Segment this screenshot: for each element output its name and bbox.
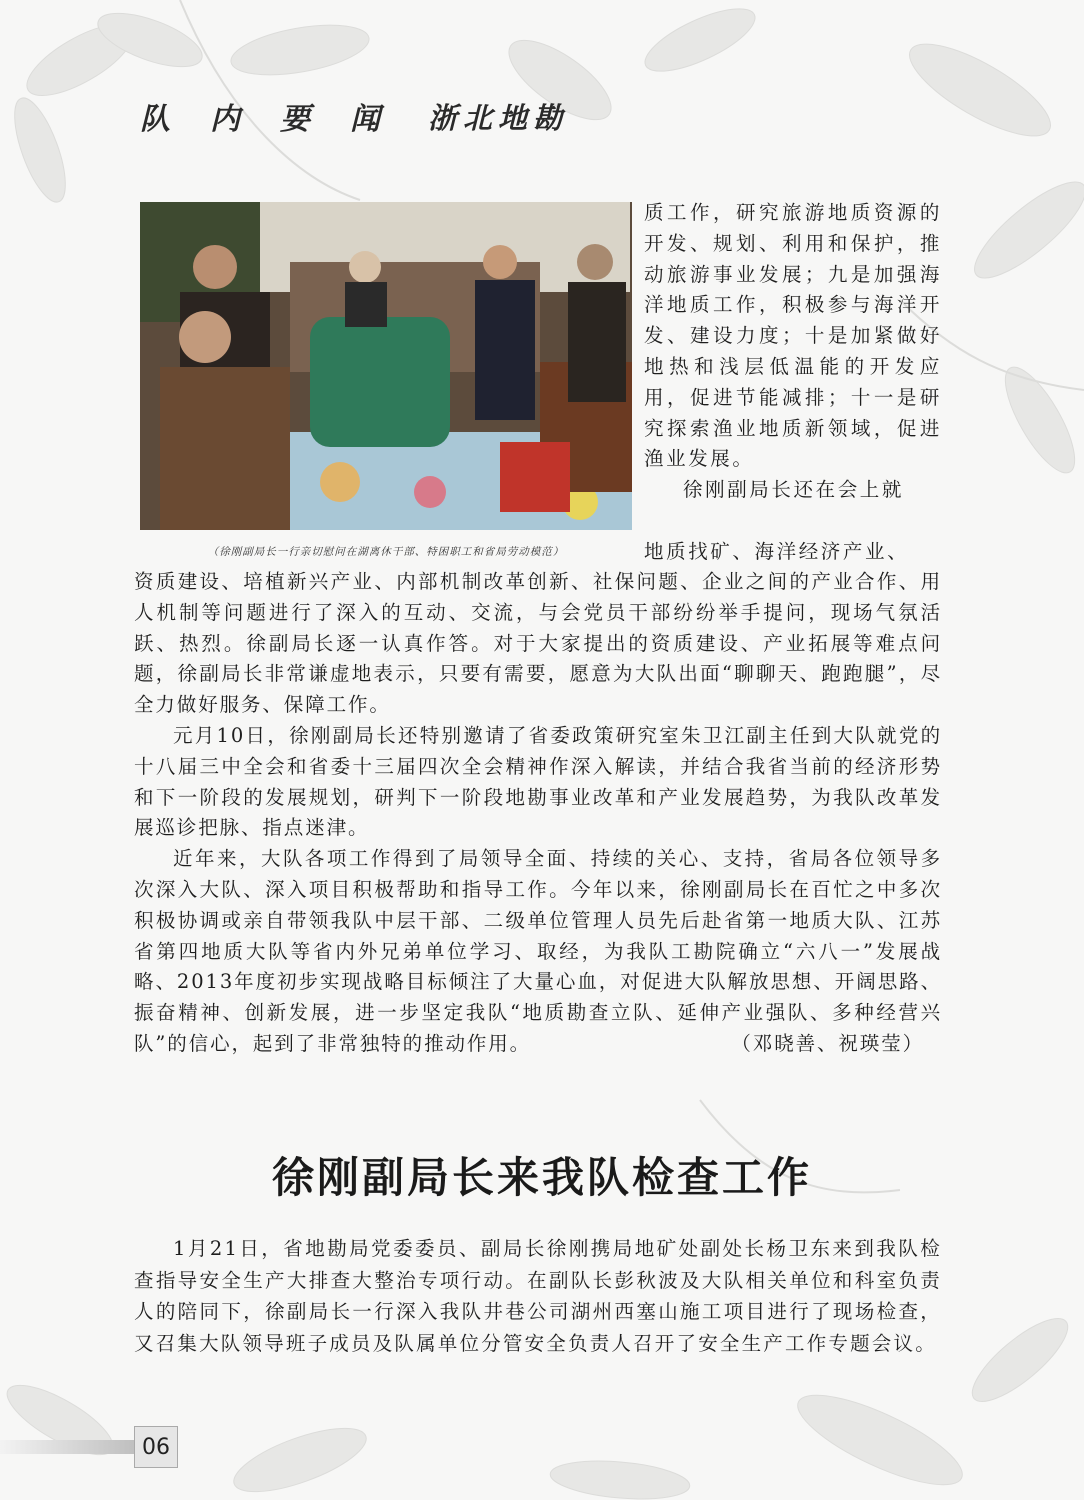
page-number-bar bbox=[0, 1440, 140, 1454]
article-title: 徐刚副局长来我队检查工作 bbox=[271, 1153, 812, 1202]
paragraph: 1月21日，省地勘局党委委员、副局长徐刚携局地矿处副处长杨卫东来到我队检查指导安全生产大排查大整治专项行动。在副队长彭秋波及大队相关单位和科室负责人的陪同下，徐副局长一行深入我队井巷公司湖州西塞山施工项目进行了现场检查，又召集大队领导班子成员及队属单位分管安全负责人召开了安全生产工作专题会议。 bbox=[134, 1237, 942, 1355]
article-body bbox=[134, 567, 942, 1060]
paragraph-continuation: 地质找矿、海洋经济产业、 bbox=[644, 540, 910, 563]
article-photo bbox=[140, 202, 632, 530]
article-body bbox=[134, 1233, 942, 1359]
photo-caption: （徐刚副局长一行亲切慰问在湖离休干部、特困职工和省局劳动模范） bbox=[207, 546, 565, 558]
page-header bbox=[140, 94, 568, 138]
publication-name: 浙北地勘 bbox=[428, 100, 569, 135]
photo-illustration bbox=[140, 202, 632, 530]
paragraph: 元月10日，徐刚副局长还特别邀请了省委政策研究室朱卫江副主任到大队就党的十八届三中全会和省委十三届四次全会精神作深入解读，并结合我省当前的经济形势和下一阶段的发展规划，研判下一阶段地勘事业改革和产业发展趋势，为我队改革发展巡诊把脉、指点迷津。 bbox=[134, 723, 942, 840]
author-signature: （邓晓善、祝瑛莹） bbox=[731, 1031, 924, 1055]
page-footer bbox=[0, 1424, 200, 1474]
paragraph: 徐刚副局长还在会上就 bbox=[683, 478, 905, 502]
paragraph: 近年来，大队各项工作得到了局领导全面、持续的关心、支持，省局各位领导多次深入大队、深入项目积极帮助和指导工作。今年以来，徐刚副局长在百忙之中多次积极协调或亲自带领我队中层干部、二级单位管理人员先后赴省第一地质大队、江苏省第四地质大队等省内外兄弟单位学习、取经，为我队工勘院确立“六八一”发展战略、2013年度初步实现战略目标倾注了大量心血，对促进大队解放思想、开阔思路、振奋精神、创新发展，进一步坚定我队“地质勘查立队、延伸产业强队、多种经营兴队”的信心，起到了非常独特的推动作用。 bbox=[134, 847, 942, 1055]
page-number: 06 bbox=[134, 1426, 178, 1468]
section-title: 队内要闻 bbox=[140, 102, 420, 137]
paragraph: 质工作，研究旅游地质资源的开发、规划、利用和保护，推动旅游事业发展；九是加强海洋地质工作，积极参与海洋开发、建设力度；十是加紧做好地热和浅层低温能的开发应用，促进节能减排；十一是研究探索渔业地质新领域，促进渔业发展。 bbox=[644, 201, 942, 471]
article-column-text bbox=[644, 198, 942, 506]
paragraph: 资质建设、培植新兴产业、内部机制改革创新、社保问题、企业之间的产业合作、用人机制等问题进行了深入的互动、交流，与会党员干部纷纷举手提问，现场气氛活跃、热烈。徐副局长逐一认真作答。对于大家提出的资质建设、产业拓展等难点问题，徐副局长非常谦虚地表示，只要有需要，愿意为大队出面“聊聊天、跑跑腿”，尽全力做好服务、保障工作。 bbox=[134, 570, 942, 717]
